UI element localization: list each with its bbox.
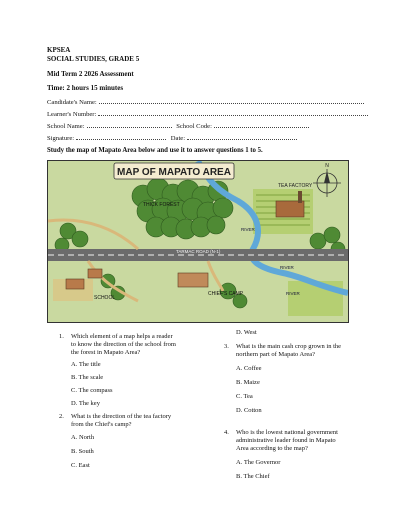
exam-body: KPSEA — [47, 46, 71, 54]
right-column — [224, 329, 374, 514]
option-3d[interactable]: D. Cotton — [236, 407, 262, 414]
question-text-line: What is the direction of the tea factory — [71, 413, 172, 420]
school-name-label: School Name: — [47, 123, 85, 130]
option-2d[interactable]: D. West — [236, 329, 257, 336]
signature-label: Signature: — [47, 135, 75, 142]
signature-row — [47, 133, 297, 143]
left-column — [59, 333, 209, 513]
tea-factory-label: TEA FACTORY — [278, 183, 313, 189]
question-number: 4. — [224, 429, 229, 436]
question-text-line: Who is the lowest national government — [236, 429, 338, 436]
option-4a[interactable]: A. The Governor — [236, 459, 281, 466]
river-label-top: RIVER — [241, 227, 255, 232]
road-label: TARMAC ROAD (N-1) — [176, 249, 221, 254]
candidate-name-field[interactable] — [99, 97, 364, 104]
option-2b[interactable]: B. South — [71, 448, 94, 455]
question-4 — [224, 429, 374, 509]
date-label: Date: — [170, 135, 186, 142]
question-text-line: to know the direction of the school from — [71, 341, 176, 348]
date-field[interactable] — [187, 133, 297, 140]
option-1a[interactable]: A. The title — [71, 361, 101, 368]
question-1 — [59, 333, 209, 418]
map-of-mapato-area — [47, 160, 349, 323]
option-4b[interactable]: B. The Chief — [236, 473, 270, 480]
question-text-line: Area according to the map? — [236, 445, 308, 452]
question-text-line: northern part of Mapato Area? — [236, 351, 316, 358]
question-text-line: What is the main cash crop grown in the — [236, 343, 342, 350]
question-text-line: the forest in Mapato Area? — [71, 349, 141, 356]
learner-number-label: Learner's Number: — [47, 111, 97, 118]
question-text-line: from the Chief's camp? — [71, 421, 132, 428]
signature-field[interactable] — [76, 133, 166, 140]
school-code-field[interactable] — [214, 121, 309, 128]
question-number: 1. — [59, 333, 64, 340]
option-2c[interactable]: C. East — [71, 462, 90, 469]
river-label-mid: RIVER — [280, 265, 294, 270]
question-number: 3. — [224, 343, 229, 350]
chiefs-camp-label: CHIEF'S CAMP — [208, 291, 244, 297]
option-3c[interactable]: C. Tea — [236, 393, 253, 400]
time-allowed: Time: 2 hours 15 minutes — [47, 84, 124, 92]
candidate-name-row — [47, 97, 364, 107]
learner-number-row — [47, 109, 368, 119]
question-3 — [224, 343, 374, 428]
learner-number-field[interactable] — [98, 109, 368, 116]
compass-north-label: N — [325, 163, 329, 169]
instruction: Study the map of Mapato Area below and use it to answer questions 1 to 5. — [47, 147, 263, 154]
assessment-title: Mid Term 2 2026 Assessment — [47, 70, 134, 78]
map-illustration — [48, 161, 348, 322]
map-title: MAP OF MAPATO AREA — [117, 167, 231, 178]
option-1c[interactable]: C. The compass — [71, 387, 113, 394]
question-text-line: Which element of a map helps a reader — [71, 333, 173, 340]
option-3a[interactable]: A. Coffee — [236, 365, 262, 372]
school-row — [47, 121, 309, 131]
question-2 — [59, 413, 209, 508]
school-label: SCHOOL — [94, 295, 116, 301]
subject-title: SOCIAL STUDIES, GRADE 5 — [47, 55, 140, 63]
question-number: 2. — [59, 413, 64, 420]
option-3b[interactable]: B. Maize — [236, 379, 260, 386]
school-name-field[interactable] — [87, 121, 172, 128]
option-1b[interactable]: B. The scale — [71, 374, 104, 381]
river-label-bottom: RIVER — [286, 291, 300, 296]
question-text-line: administrative leader found in Mapato — [236, 437, 336, 444]
school-code-label: School Code: — [176, 123, 212, 130]
option-2a[interactable]: A. North — [71, 434, 95, 441]
thick-forest-label: THICK FOREST — [143, 202, 180, 208]
candidate-name-label: Candidate's Name: — [47, 99, 97, 106]
option-1d[interactable]: D. The key — [71, 400, 100, 407]
